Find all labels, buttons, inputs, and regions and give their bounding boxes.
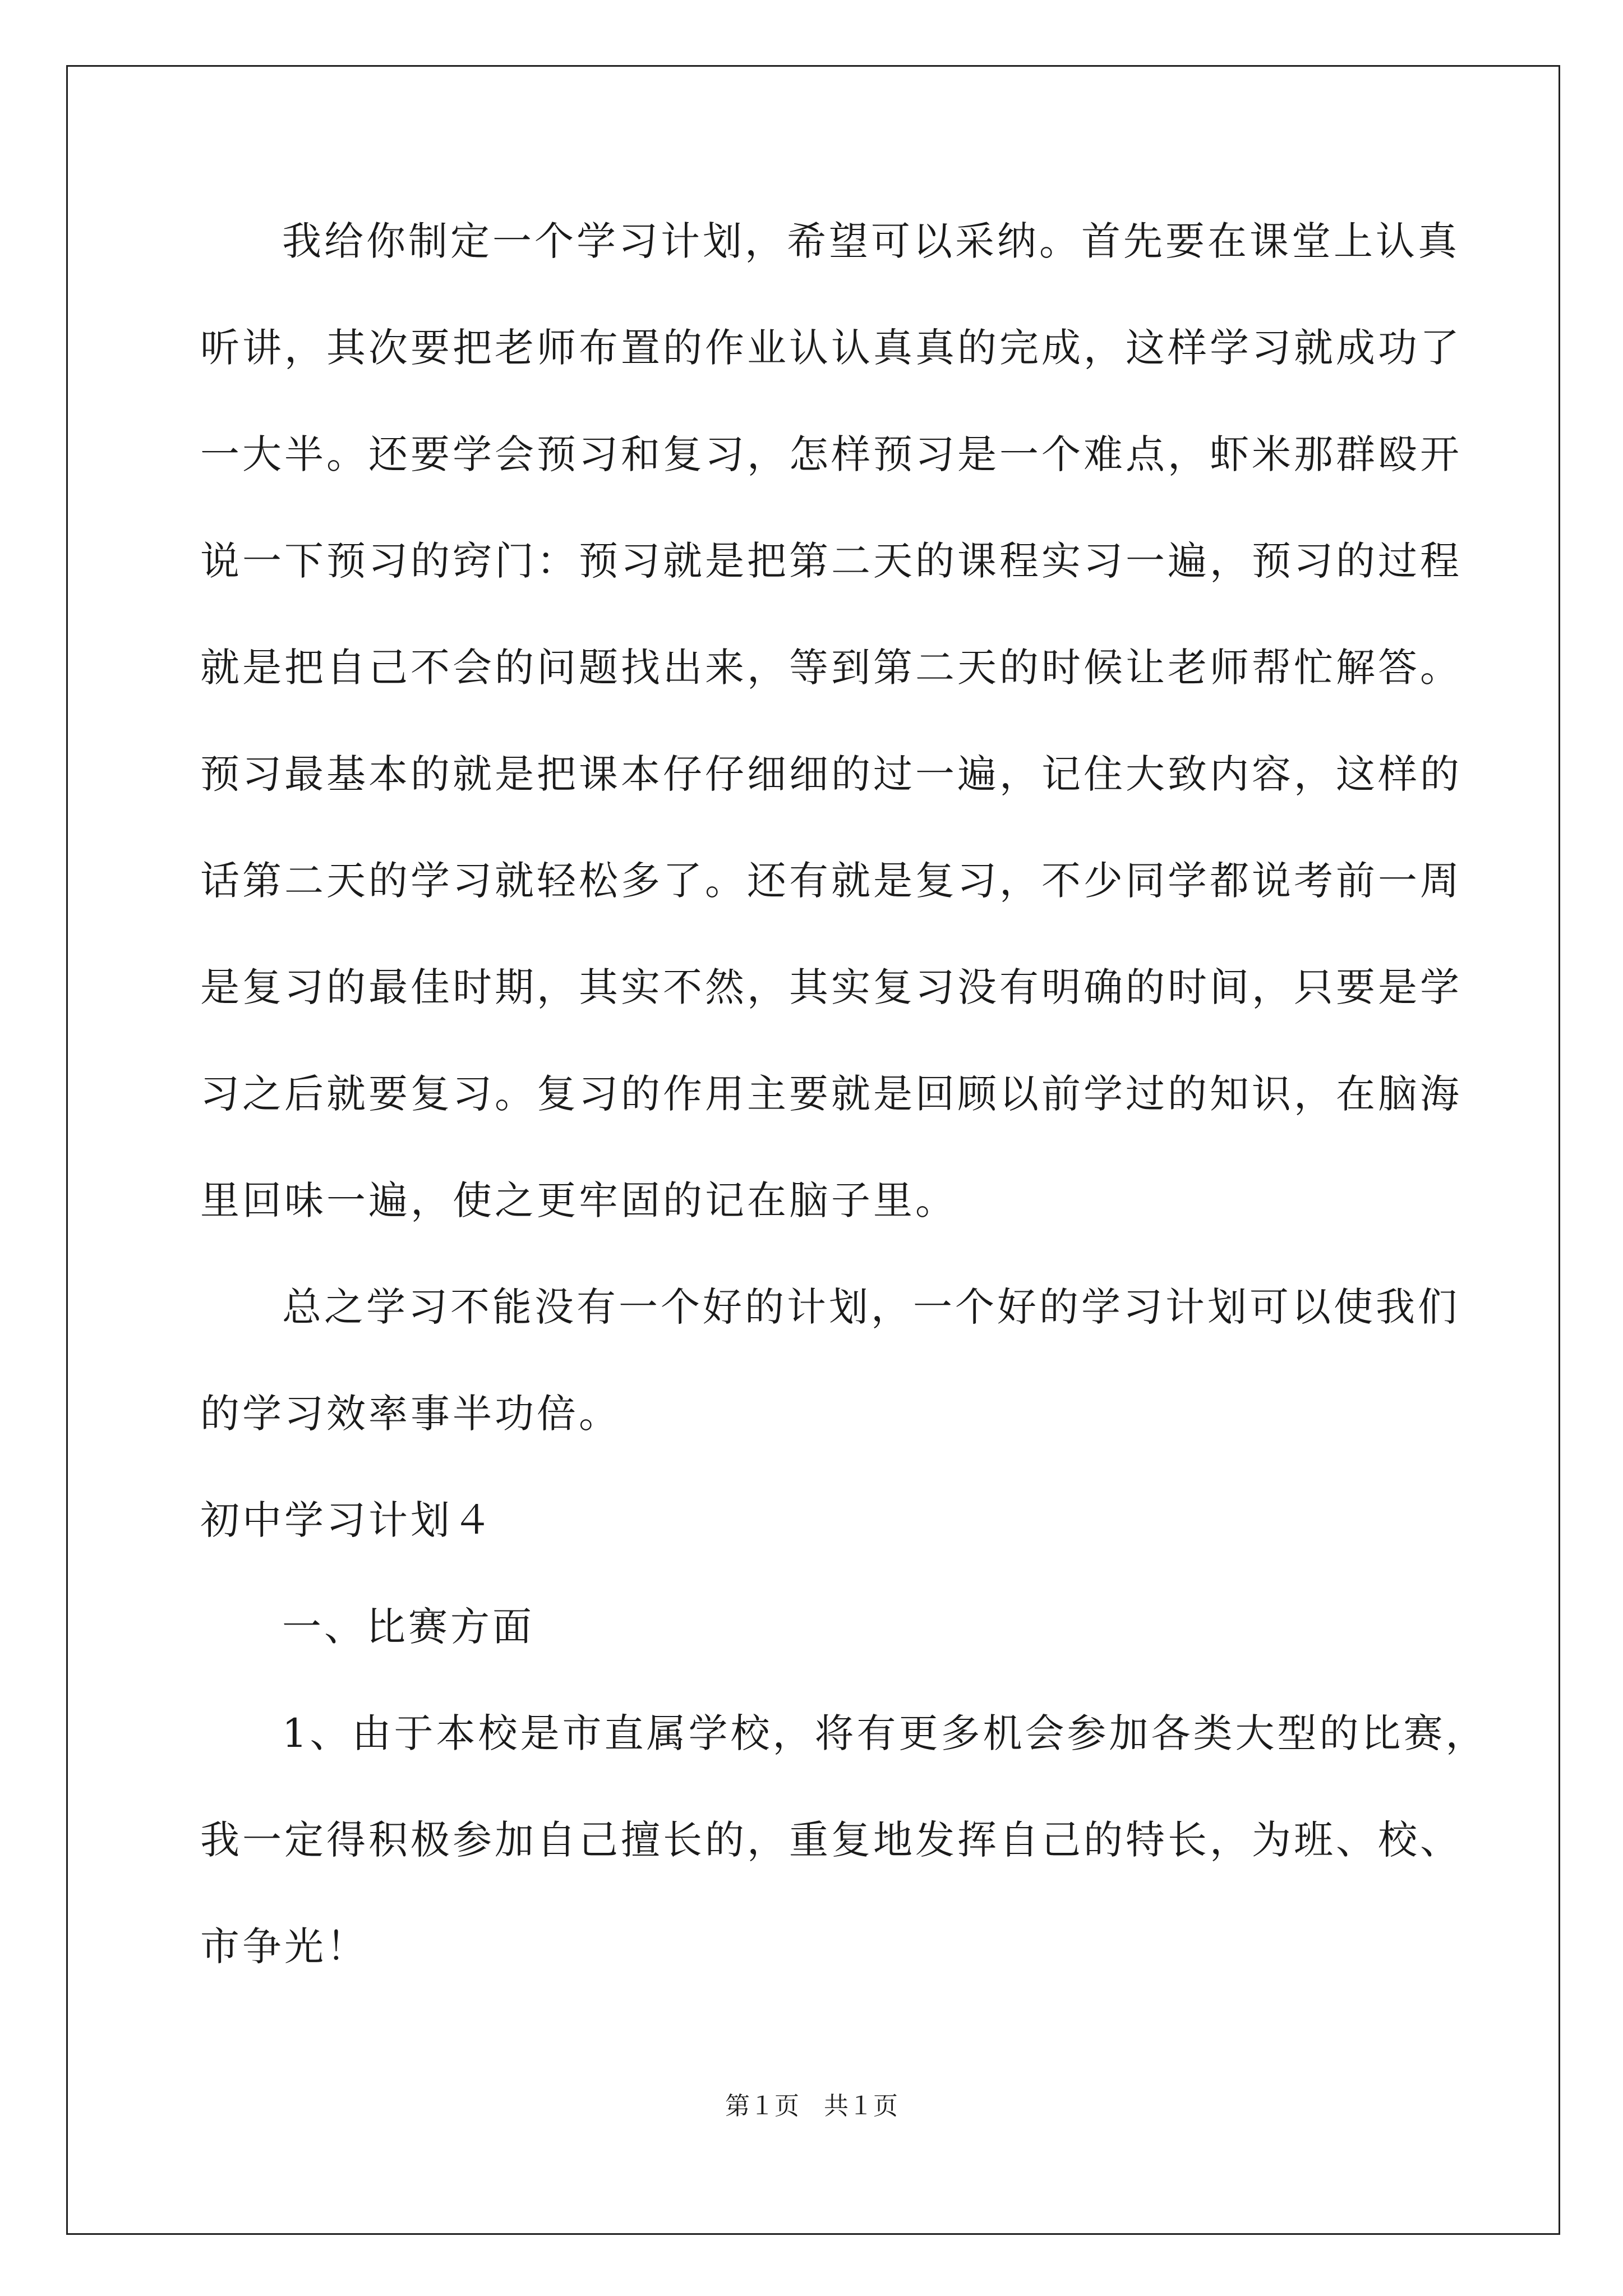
item-1-line-2: 我一定得积极参加自己擅长的，重复地发挥自己的特长，为班、校、	[200, 1817, 1462, 1863]
paragraph-1-line-3: 一大半。还要学会预习和复习，怎样预习是一个难点，虾米那群殴开	[200, 431, 1462, 477]
paragraph-1-line-10: 里回味一遍，使之更牢固的记在脑子里。	[200, 1177, 957, 1223]
item-1-line-1: 1、由于本校是市直属学校，将有更多机会参加各类大型的比赛，	[282, 1710, 1488, 1756]
paragraph-1-line-9: 习之后就要复习。复习的作用主要就是回顾以前学过的知识，在脑海	[200, 1071, 1462, 1117]
page-border	[66, 65, 1560, 2235]
paragraph-1-line-2: 听讲，其次要把老师布置的作业认认真真的完成，这样学习就成功了	[200, 325, 1462, 371]
subsection-heading: 一、比赛方面	[282, 1604, 534, 1650]
page-number-footer: 第１页 共１页	[725, 2092, 898, 2120]
paragraph-1-line-7: 话第二天的学习就轻松多了。还有就是复习，不少同学都说考前一周	[200, 858, 1462, 904]
paragraph-1-line-8: 是复习的最佳时期，其实不然，其实复习没有明确的时间，只要是学	[200, 964, 1462, 1010]
paragraph-1-line-4: 说一下预习的窍门：预习就是把第二天的课程实习一遍，预习的过程	[200, 538, 1462, 584]
paragraph-1-line-1: 我给你制定一个学习计划，希望可以采纳。首先要在课堂上认真	[282, 218, 1460, 264]
paragraph-2-line-2: 的学习效率事半功倍。	[200, 1391, 621, 1437]
paragraph-2-line-1: 总之学习不能没有一个好的计划，一个好的学习计划可以使我们	[282, 1284, 1460, 1330]
section-heading: 初中学习计划４	[200, 1497, 495, 1543]
item-1-line-3: 市争光！	[200, 1924, 368, 1970]
paragraph-1-line-5: 就是把自己不会的问题找出来，等到第二天的时候让老师帮忙解答。	[200, 645, 1462, 691]
paragraph-1-line-6: 预习最基本的就是把课本仔仔细细的过一遍，记住大致内容，这样的	[200, 751, 1462, 797]
